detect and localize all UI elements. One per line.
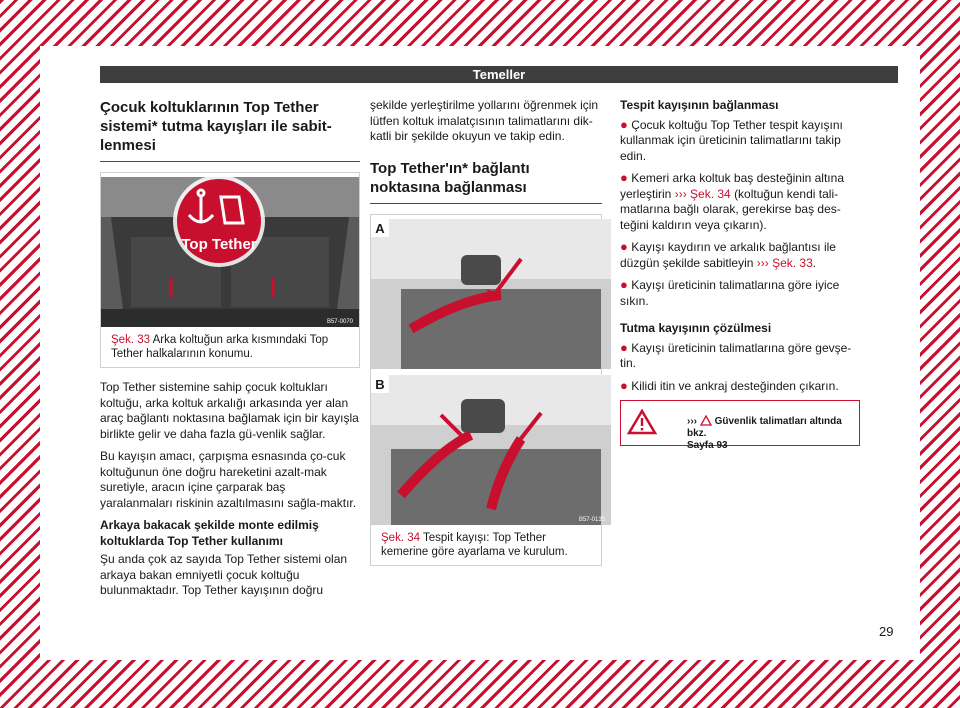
figure-34 <box>370 214 605 566</box>
figure-33-link[interactable]: ››› Şek. 33 <box>756 255 813 270</box>
bullet-icon: ● <box>620 239 628 254</box>
bullet-icon: ● <box>620 377 628 393</box>
figure-34-number: Şek. 34 <box>381 531 420 544</box>
right-column <box>620 98 860 451</box>
section-title-anchor: Top Tether'ın* bağlantı noktasına bağlanması <box>370 159 602 204</box>
top-tether-label: Top Tether <box>181 236 257 253</box>
figure-33-caption <box>101 327 359 361</box>
subheading-attach: Tespit kayışının bağlanması <box>620 98 779 112</box>
page-number: 29 <box>879 624 894 639</box>
subheading-release: Tutma kayışının çözülmesi <box>620 321 772 335</box>
bullet-icon: ● <box>620 339 628 355</box>
figure-label-b: B <box>375 376 385 392</box>
safety-warning-link[interactable]: ››› Güvenlik talimatları altında bkz. Sayfa 93 <box>687 416 842 451</box>
seat-photos <box>371 219 611 525</box>
middle-column <box>370 98 605 578</box>
section-title-top-tether: Çocuk koltuklarının Top Tether sistemi* tutma kayışları ile sabit-lenmesi <box>100 98 360 162</box>
figure-33-text: Arka koltuğun arka kısmındaki Top Tether halkalarının konumu. <box>111 334 329 360</box>
figure-33 <box>100 172 360 368</box>
figure-34-link[interactable]: ››› Şek. 34 <box>674 186 731 201</box>
left-column <box>100 98 360 606</box>
bullet-icon: ● <box>620 116 628 132</box>
list-item: ● Kemeri arka koltuk baş desteğinin altına yerleştirin ››› Şek. 34 (koltuğun kendi tali-matlarına bağlı olarak, gerekirse baş des-teğini kaldırın veya çıkarın). <box>620 170 844 232</box>
safety-warning-box <box>620 400 860 451</box>
bullet-icon: ● <box>620 277 628 292</box>
paragraph: Top Tether sistemine sahip çocuk koltukları koltuğu, arka koltuk arkalığı arkasında yer alan araç bağlantı noktasına bağlamak için bir kayışla birlikte gelir ve daha fazla gü-venlik sağlar. <box>100 380 359 441</box>
figure-34-text: Tespit kayışı: Top Tether kemerine göre ayarlama ve kurulum. <box>381 531 568 558</box>
list-item: ● Kilidi itin ve ankraj desteğinden çıkarın. <box>620 377 839 393</box>
warning-triangle-icon <box>627 409 657 435</box>
paragraph: şekilde yerleştirilme yollarını öğrenmek için lütfen koltuk imalatçısının talimatlarını dik-katli bir şekilde okuyun ve takip edin. <box>370 98 599 143</box>
figure-34-caption <box>371 525 601 559</box>
bullet-icon: ● <box>620 170 628 185</box>
warning-small-icon <box>700 415 712 426</box>
subheading-rear-facing: Arkaya bakacak şekilde monte edilmiş koltuklarda Top Tether kullanımı <box>100 518 319 548</box>
page <box>40 46 920 660</box>
list-item: ● Kayışı kaydırın ve arkalık bağlantısı ile düzgün şekilde sabitleyin ››› Şek. 33. <box>620 239 836 270</box>
figure-code: B57-0070 <box>326 319 353 325</box>
figure-33-number: Şek. 33 <box>111 334 150 346</box>
paragraph: Bu kayışın amacı, çarpışma esnasında ço-cuk koltuğunun öne doğru hareketini azalt-mak suretiyle, aracın içine çarparak baş yaralanmaları riskinin azaltılmasını sağla-maktır. <box>100 449 357 510</box>
list-item: ● Kayışı üreticinin talimatlarına göre gevşe-tin. <box>620 339 852 370</box>
paragraph: Şu anda çok az sayıda Top Tether sistemi olan arkaya bakan emniyetli çocuk koltuğu bulunmaktadır. Top Tether kayışının doğru <box>100 552 348 597</box>
page-header: Temeller <box>100 66 898 83</box>
figure-code: B57-0135 <box>578 516 605 523</box>
figure-label-a: A <box>375 220 385 236</box>
trunk-photo <box>101 177 359 327</box>
list-item: ● Çocuk koltuğu Top Tether tespit kayışını kullanmak için üreticinin talimatlarını takip edin. <box>620 116 843 163</box>
list-item: ● Kayışı üreticinin talimatlarına göre iyice sıkın. <box>620 277 840 308</box>
